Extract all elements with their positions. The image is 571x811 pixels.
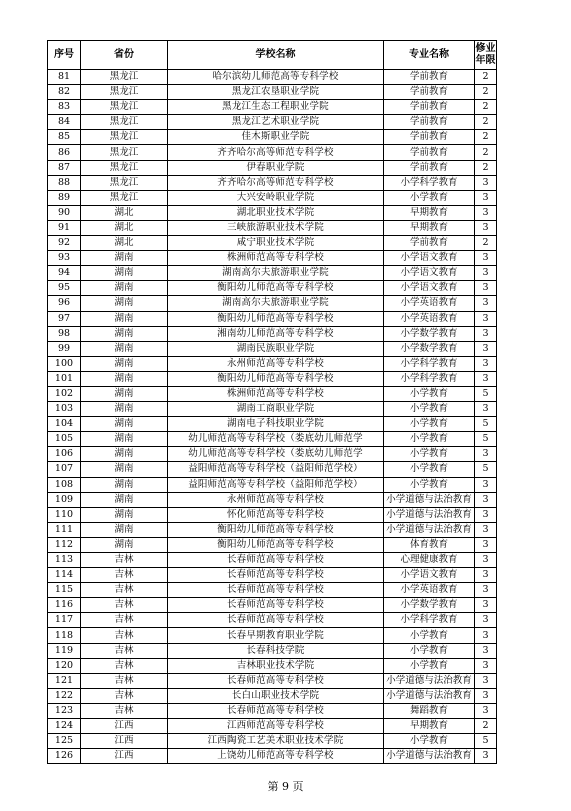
row-duration: 2: [475, 145, 497, 160]
row-major-name: 学前教育: [384, 160, 475, 175]
table-row: [48, 341, 497, 356]
row-major-name: 小学道德与法治教育: [384, 507, 475, 522]
row-province: 黑龙江: [81, 85, 168, 100]
table-row: [48, 613, 497, 628]
table-row: [48, 598, 497, 613]
row-major-name: 小学教育: [384, 402, 475, 417]
row-index: 125: [48, 734, 81, 749]
row-index: 90: [48, 205, 81, 220]
row-duration: 2: [475, 236, 497, 251]
row-province: 湖南: [81, 296, 168, 311]
row-school-name: 吉林职业技术学院: [168, 658, 384, 673]
row-school-name: 黑龙江艺术职业学院: [168, 115, 384, 130]
table-row: [48, 145, 497, 160]
row-school-name: 长春师范高等专科学校: [168, 613, 384, 628]
row-school-name: 黑龙江生态工程职业学院: [168, 100, 384, 115]
row-index: 88: [48, 175, 81, 190]
row-province: 吉林: [81, 643, 168, 658]
row-school-name: 湖南民族职业学院: [168, 341, 384, 356]
header-index: 序号: [48, 41, 81, 70]
row-duration: 3: [475, 613, 497, 628]
table-body: [48, 70, 497, 764]
row-duration: 3: [475, 281, 497, 296]
row-major-name: 小学道德与法治教育: [384, 492, 475, 507]
row-index: 111: [48, 522, 81, 537]
row-school-name: 齐齐哈尔高等师范专科学校: [168, 175, 384, 190]
row-duration: 3: [475, 341, 497, 356]
row-index: 86: [48, 145, 81, 160]
row-duration: 3: [475, 507, 497, 522]
table-row: [48, 100, 497, 115]
row-index: 85: [48, 130, 81, 145]
row-school-name: 咸宁职业技术学院: [168, 236, 384, 251]
row-school-name: 佳木斯职业学院: [168, 130, 384, 145]
row-province: 湖北: [81, 205, 168, 220]
row-duration: 3: [475, 205, 497, 220]
row-province: 江西: [81, 734, 168, 749]
row-duration: 3: [475, 296, 497, 311]
table-row: [48, 130, 497, 145]
row-major-name: 学前教育: [384, 85, 475, 100]
table-row: [48, 190, 497, 205]
table-row: [48, 371, 497, 386]
row-school-name: 幼儿师范高等专科学校（娄底幼儿师范学: [168, 432, 384, 447]
row-province: 吉林: [81, 568, 168, 583]
row-province: 湖南: [81, 477, 168, 492]
row-province: 湖南: [81, 281, 168, 296]
table-row: [48, 688, 497, 703]
row-major-name: 心理健康教育: [384, 553, 475, 568]
row-duration: 3: [475, 688, 497, 703]
row-province: 湖南: [81, 462, 168, 477]
row-school-name: 衡阳幼儿师范高等专科学校: [168, 537, 384, 552]
row-province: 湖南: [81, 311, 168, 326]
row-duration: 3: [475, 311, 497, 326]
table-row: [48, 749, 497, 764]
row-duration: 3: [475, 266, 497, 281]
row-duration: 3: [475, 628, 497, 643]
row-school-name: 长春师范高等专科学校: [168, 583, 384, 598]
row-duration: 3: [475, 749, 497, 764]
row-school-name: 黑龙江农垦职业学院: [168, 85, 384, 100]
row-province: 湖南: [81, 386, 168, 401]
row-school-name: 湘南幼儿师范高等专科学校: [168, 326, 384, 341]
table-row: [48, 296, 497, 311]
row-school-name: 哈尔滨幼儿师范高等专科学校: [168, 70, 384, 85]
row-duration: 3: [475, 175, 497, 190]
table-row: [48, 160, 497, 175]
row-school-name: 大兴安岭职业学院: [168, 190, 384, 205]
row-major-name: 早期教育: [384, 719, 475, 734]
table-row: [48, 311, 497, 326]
row-major-name: 小学语文教育: [384, 266, 475, 281]
table-row: [48, 447, 497, 462]
row-school-name: 伊春职业学院: [168, 160, 384, 175]
row-major-name: 小学英语教育: [384, 583, 475, 598]
row-major-name: 小学数学教育: [384, 326, 475, 341]
row-index: 124: [48, 719, 81, 734]
row-duration: 2: [475, 100, 497, 115]
header-major-name: 专业名称: [384, 41, 475, 70]
table-row: [48, 658, 497, 673]
table-row: [48, 175, 497, 190]
row-province: 江西: [81, 719, 168, 734]
row-province: 黑龙江: [81, 115, 168, 130]
header-school-name: 学校名称: [168, 41, 384, 70]
table-row: [48, 236, 497, 251]
row-index: 105: [48, 432, 81, 447]
row-duration: 3: [475, 703, 497, 718]
table-row: [48, 220, 497, 235]
row-school-name: 长春科技学院: [168, 643, 384, 658]
row-index: 100: [48, 356, 81, 371]
row-school-name: 幼儿师范高等专科学校（娄底幼儿师范学: [168, 447, 384, 462]
row-index: 92: [48, 236, 81, 251]
table-row: [48, 326, 497, 341]
row-province: 湖南: [81, 417, 168, 432]
row-duration: 3: [475, 673, 497, 688]
table-row: [48, 402, 497, 417]
row-index: 108: [48, 477, 81, 492]
table-row: [48, 266, 497, 281]
table-row: [48, 673, 497, 688]
row-major-name: 小学教育: [384, 643, 475, 658]
table-row: [48, 583, 497, 598]
row-major-name: 舞蹈教育: [384, 703, 475, 718]
row-province: 江西: [81, 749, 168, 764]
row-duration: 2: [475, 70, 497, 85]
row-index: 116: [48, 598, 81, 613]
row-major-name: 小学道德与法治教育: [384, 673, 475, 688]
table-row: [48, 356, 497, 371]
row-duration: 3: [475, 402, 497, 417]
row-duration: 3: [475, 583, 497, 598]
row-school-name: 长春早期教育职业学院: [168, 628, 384, 643]
row-school-name: 益阳师范高等专科学校（益阳师范学校）: [168, 477, 384, 492]
header-province: 省份: [81, 41, 168, 70]
row-major-name: 小学科学教育: [384, 356, 475, 371]
row-school-name: 益阳师范高等专科学校（益阳师范学校）: [168, 462, 384, 477]
table-row: [48, 734, 497, 749]
row-index: 115: [48, 583, 81, 598]
row-school-name: 湖南高尔夫旅游职业学院: [168, 296, 384, 311]
row-major-name: 学前教育: [384, 130, 475, 145]
row-duration: 2: [475, 719, 497, 734]
row-school-name: 株洲师范高等专科学校: [168, 386, 384, 401]
table-row: [48, 643, 497, 658]
table-row: [48, 522, 497, 537]
row-index: 102: [48, 386, 81, 401]
row-major-name: 小学教育: [384, 190, 475, 205]
row-major-name: 早期教育: [384, 205, 475, 220]
table-row: [48, 553, 497, 568]
row-index: 101: [48, 371, 81, 386]
row-duration: 3: [475, 190, 497, 205]
row-school-name: 永州师范高等专科学校: [168, 492, 384, 507]
row-duration: 3: [475, 522, 497, 537]
row-province: 吉林: [81, 628, 168, 643]
row-index: 104: [48, 417, 81, 432]
row-province: 吉林: [81, 703, 168, 718]
row-index: 93: [48, 251, 81, 266]
row-province: 湖南: [81, 356, 168, 371]
row-major-name: 学前教育: [384, 236, 475, 251]
row-index: 103: [48, 402, 81, 417]
row-major-name: 学前教育: [384, 115, 475, 130]
table-row: [48, 477, 497, 492]
row-major-name: 小学教育: [384, 658, 475, 673]
row-school-name: 湖南工商职业学院: [168, 402, 384, 417]
table-row: [48, 386, 497, 401]
row-index: 81: [48, 70, 81, 85]
row-province: 黑龙江: [81, 145, 168, 160]
row-duration: 2: [475, 115, 497, 130]
row-index: 113: [48, 553, 81, 568]
row-major-name: 小学教育: [384, 417, 475, 432]
row-school-name: 湖南高尔夫旅游职业学院: [168, 266, 384, 281]
table-row: [48, 70, 497, 85]
row-duration: 3: [475, 447, 497, 462]
row-index: 121: [48, 673, 81, 688]
row-school-name: 齐齐哈尔高等师范专科学校: [168, 145, 384, 160]
row-duration: 3: [475, 568, 497, 583]
row-duration: 3: [475, 598, 497, 613]
row-major-name: 小学教育: [384, 477, 475, 492]
row-index: 126: [48, 749, 81, 764]
table-row: [48, 417, 497, 432]
row-school-name: 怀化师范高等专科学校: [168, 507, 384, 522]
row-index: 110: [48, 507, 81, 522]
row-index: 97: [48, 311, 81, 326]
row-province: 湖南: [81, 447, 168, 462]
row-major-name: 学前教育: [384, 145, 475, 160]
row-school-name: 长白山职业技术学院: [168, 688, 384, 703]
row-school-name: 江西陶瓷工艺美术职业技术学院: [168, 734, 384, 749]
row-duration: 3: [475, 658, 497, 673]
row-province: 湖南: [81, 522, 168, 537]
row-index: 122: [48, 688, 81, 703]
table-row: [48, 568, 497, 583]
row-major-name: 小学英语教育: [384, 311, 475, 326]
table-header-row: [48, 41, 497, 70]
row-major-name: 小学教育: [384, 386, 475, 401]
row-province: 湖南: [81, 537, 168, 552]
row-major-name: 小学教育: [384, 628, 475, 643]
row-province: 黑龙江: [81, 160, 168, 175]
row-province: 黑龙江: [81, 70, 168, 85]
row-province: 黑龙江: [81, 100, 168, 115]
table-row: [48, 115, 497, 130]
row-school-name: 湖南电子科技职业学院: [168, 417, 384, 432]
row-duration: 3: [475, 643, 497, 658]
row-school-name: 株洲师范高等专科学校: [168, 251, 384, 266]
table-row: [48, 432, 497, 447]
row-duration: 3: [475, 492, 497, 507]
row-province: 吉林: [81, 688, 168, 703]
row-major-name: 学前教育: [384, 100, 475, 115]
row-school-name: 三峡旅游职业技术学院: [168, 220, 384, 235]
row-major-name: 小学科学教育: [384, 613, 475, 628]
row-major-name: 小学语文教育: [384, 251, 475, 266]
row-index: 117: [48, 613, 81, 628]
table-row: [48, 205, 497, 220]
row-school-name: 衡阳幼儿师范高等专科学校: [168, 522, 384, 537]
row-index: 89: [48, 190, 81, 205]
row-duration: 3: [475, 371, 497, 386]
row-duration: 5: [475, 432, 497, 447]
row-major-name: 小学教育: [384, 734, 475, 749]
header-duration: 修业年限: [475, 41, 497, 70]
row-school-name: 江西师范高等专科学校: [168, 719, 384, 734]
row-duration: 3: [475, 477, 497, 492]
row-province: 吉林: [81, 583, 168, 598]
row-major-name: 小学道德与法治教育: [384, 522, 475, 537]
table-row: [48, 719, 497, 734]
row-major-name: 早期教育: [384, 220, 475, 235]
row-major-name: 小学数学教育: [384, 341, 475, 356]
row-province: 湖北: [81, 236, 168, 251]
row-province: 吉林: [81, 673, 168, 688]
row-index: 95: [48, 281, 81, 296]
row-index: 107: [48, 462, 81, 477]
row-province: 湖南: [81, 402, 168, 417]
row-duration: 2: [475, 130, 497, 145]
row-major-name: 小学科学教育: [384, 175, 475, 190]
row-index: 99: [48, 341, 81, 356]
row-school-name: 衡阳幼儿师范高等专科学校: [168, 281, 384, 296]
row-duration: 5: [475, 386, 497, 401]
row-school-name: 衡阳幼儿师范高等专科学校: [168, 371, 384, 386]
row-duration: 3: [475, 553, 497, 568]
row-index: 114: [48, 568, 81, 583]
row-duration: 3: [475, 220, 497, 235]
row-school-name: 长春师范高等专科学校: [168, 673, 384, 688]
row-province: 黑龙江: [81, 130, 168, 145]
row-duration: 5: [475, 417, 497, 432]
row-major-name: 小学语文教育: [384, 281, 475, 296]
row-province: 湖南: [81, 326, 168, 341]
row-major-name: 小学教育: [384, 432, 475, 447]
row-major-name: 学前教育: [384, 70, 475, 85]
table-row: [48, 507, 497, 522]
row-school-name: 上饶幼儿师范高等专科学校: [168, 749, 384, 764]
table-row: [48, 281, 497, 296]
row-index: 106: [48, 447, 81, 462]
row-major-name: 小学英语教育: [384, 296, 475, 311]
row-duration: 3: [475, 537, 497, 552]
row-index: 83: [48, 100, 81, 115]
row-province: 吉林: [81, 598, 168, 613]
table-row: [48, 251, 497, 266]
row-school-name: 衡阳幼儿师范高等专科学校: [168, 311, 384, 326]
row-province: 湖南: [81, 492, 168, 507]
row-province: 湖南: [81, 507, 168, 522]
row-major-name: 小学教育: [384, 447, 475, 462]
school-major-table: [47, 40, 497, 764]
table-row: [48, 492, 497, 507]
row-province: 湖南: [81, 341, 168, 356]
row-index: 91: [48, 220, 81, 235]
row-major-name: 小学数学教育: [384, 598, 475, 613]
row-school-name: 长春师范高等专科学校: [168, 568, 384, 583]
row-school-name: 湖北职业技术学院: [168, 205, 384, 220]
row-index: 120: [48, 658, 81, 673]
row-major-name: 小学道德与法治教育: [384, 749, 475, 764]
row-school-name: 长春师范高等专科学校: [168, 703, 384, 718]
row-duration: 3: [475, 326, 497, 341]
row-index: 119: [48, 643, 81, 658]
table-row: [48, 628, 497, 643]
row-duration: 3: [475, 251, 497, 266]
row-school-name: 长春师范高等专科学校: [168, 598, 384, 613]
row-index: 109: [48, 492, 81, 507]
row-index: 87: [48, 160, 81, 175]
row-duration: 2: [475, 85, 497, 100]
row-school-name: 永州师范高等专科学校: [168, 356, 384, 371]
row-index: 118: [48, 628, 81, 643]
row-major-name: 体育教育: [384, 537, 475, 552]
row-province: 黑龙江: [81, 175, 168, 190]
row-province: 湖南: [81, 266, 168, 281]
row-major-name: 小学教育: [384, 462, 475, 477]
row-duration: 3: [475, 356, 497, 371]
row-duration: 5: [475, 462, 497, 477]
row-index: 82: [48, 85, 81, 100]
row-province: 湖南: [81, 251, 168, 266]
row-duration: 5: [475, 734, 497, 749]
row-province: 黑龙江: [81, 190, 168, 205]
row-index: 94: [48, 266, 81, 281]
row-index: 96: [48, 296, 81, 311]
row-duration: 2: [475, 160, 497, 175]
row-major-name: 小学科学教育: [384, 371, 475, 386]
page-number: 第 9 页: [267, 780, 304, 793]
row-index: 112: [48, 537, 81, 552]
table-row: [48, 537, 497, 552]
row-province: 湖南: [81, 432, 168, 447]
table-row: [48, 462, 497, 477]
row-major-name: 小学道德与法治教育: [384, 688, 475, 703]
row-index: 123: [48, 703, 81, 718]
row-province: 湖北: [81, 220, 168, 235]
table-row: [48, 85, 497, 100]
row-major-name: 小学语文教育: [384, 568, 475, 583]
row-index: 84: [48, 115, 81, 130]
row-province: 吉林: [81, 613, 168, 628]
row-province: 吉林: [81, 658, 168, 673]
row-index: 98: [48, 326, 81, 341]
row-school-name: 长春师范高等专科学校: [168, 553, 384, 568]
row-province: 吉林: [81, 553, 168, 568]
table-row: [48, 703, 497, 718]
row-province: 湖南: [81, 371, 168, 386]
